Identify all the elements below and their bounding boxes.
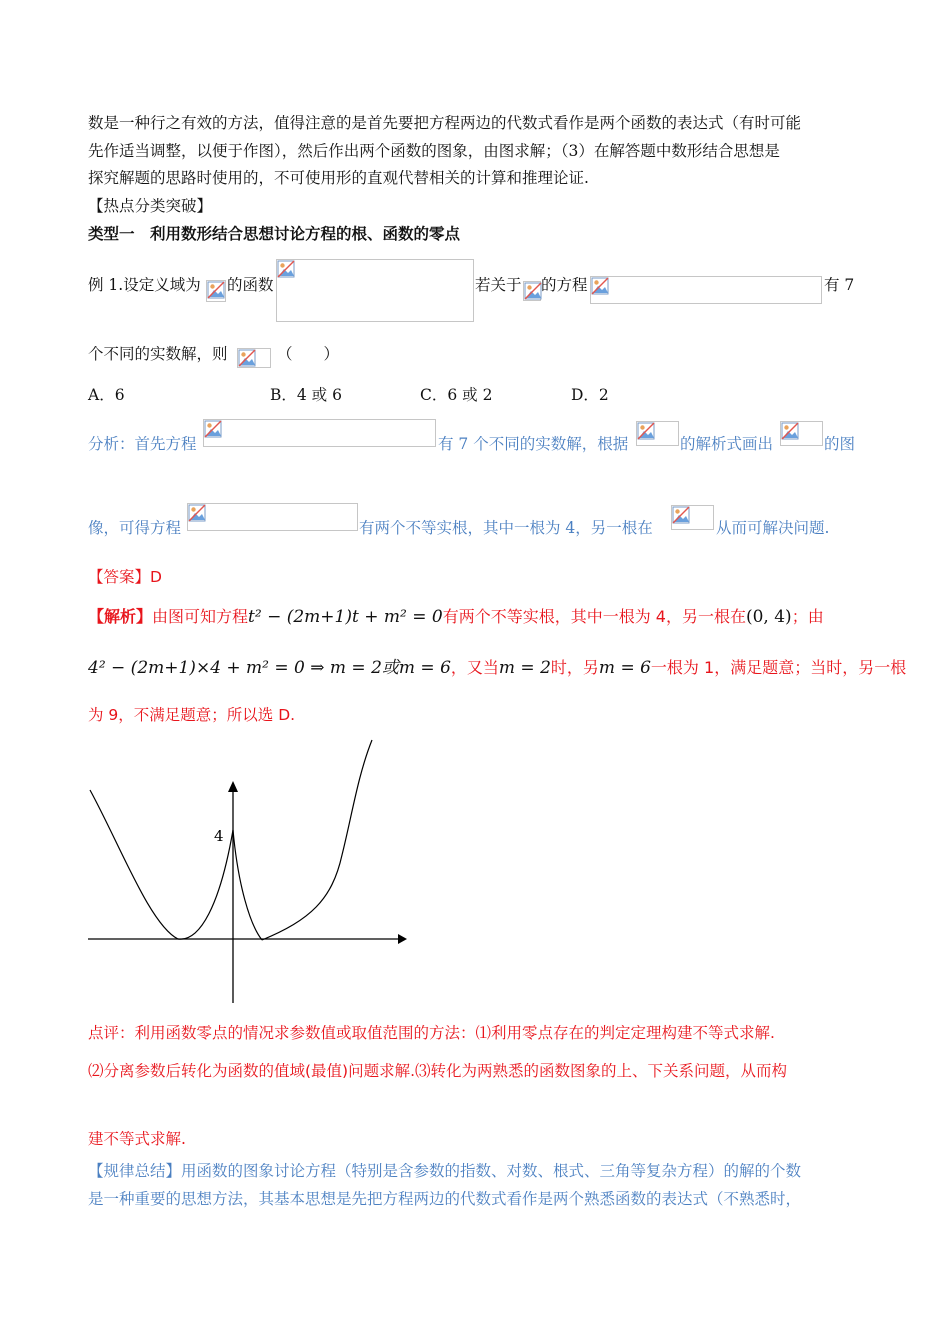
type-heading: 类型一 利用数形结合思想讨论方程的根、函数的零点	[88, 224, 461, 243]
solution-text-1: 由图可知方程	[152, 607, 249, 626]
solution-interval: (0, 4)	[745, 607, 792, 627]
example-text-5: 有 7	[824, 276, 855, 294]
solution-line-3: 为 9，不满足题意；所以选 D.	[88, 706, 296, 724]
solution-equation-1: t² − (2m+1)t + m² = 0	[248, 607, 443, 627]
expression-image	[237, 348, 271, 368]
analysis-equation-image	[203, 419, 436, 447]
broken-image-icon	[238, 349, 256, 367]
broken-image-icon	[204, 420, 222, 438]
curve-left-branch	[90, 790, 233, 939]
analysis-text-6: 有两个不等实根，其中一根为 4，另一根在	[359, 519, 653, 537]
solution-m6: m = 6	[598, 658, 651, 678]
y-axis-arrow	[228, 781, 238, 792]
solution-label: 【解析】	[88, 607, 153, 626]
solution-text-5: 时，另	[550, 658, 599, 677]
solution-text-3: ；由	[791, 607, 824, 626]
analysis-text-7: 从而可解决问题.	[716, 519, 830, 537]
broken-image-icon	[672, 506, 690, 524]
x-axis-arrow	[398, 934, 407, 944]
analysis-interval-image	[671, 505, 714, 530]
analysis-quadratic-image	[187, 503, 358, 531]
variable-image	[523, 281, 541, 301]
analysis-function-image	[636, 421, 679, 446]
example-text-6: 个不同的实数解，则	[88, 345, 228, 363]
curve-cusp-right	[233, 830, 262, 940]
solution-m2: m = 2	[498, 658, 551, 678]
comment-line-1: 点评：利用函数零点的情况求参数值或取值范围的方法：⑴利用零点存在的判定定理构建不等式求解.	[88, 1024, 775, 1042]
broken-image-icon	[188, 504, 206, 522]
choice-d: D．2	[571, 386, 609, 404]
broken-image-icon	[207, 281, 225, 299]
analysis-text-5: 像，可得方程	[88, 519, 182, 537]
function-graph	[80, 735, 420, 1010]
example-text-7: （ ）	[277, 345, 340, 363]
analysis-text-3: 的解析式画出	[680, 435, 774, 453]
analysis-text-1: 分析：首先方程	[88, 435, 197, 453]
example-text-1: 例 1.设定义域为	[88, 276, 201, 294]
intro-line-1: 数是一种行之有效的方法，值得注意的是首先要把方程两边的代数式看作是两个函数的表达式（有时可能	[88, 114, 802, 132]
equation-image	[590, 276, 822, 304]
solution-equation-2: 4² − (2m+1)×4 + m² = 0 ⇒ m = 2或m = 6	[88, 658, 451, 678]
comment-line-3: 建不等式求解.	[88, 1130, 186, 1148]
broken-image-icon	[637, 422, 655, 440]
solution-line-1	[88, 607, 824, 627]
formula-image-placeholder	[206, 280, 226, 302]
curve-right-branch	[262, 740, 372, 940]
answer: 【答案】D	[88, 568, 162, 586]
choice-b: B．4 或 6	[270, 386, 342, 404]
solution-text-4: ，又当	[450, 658, 499, 677]
intro-line-2: 先作适当调整，以便于作图），然后作出两个函数的图象，由图求解；（3）在解答题中数形结合思想是	[88, 142, 780, 160]
comment-line-2: ⑵分离参数后转化为函数的值域(最值)问题求解.⑶转化为两熟悉的函数图象的上、下关系问题，从而构	[88, 1062, 788, 1080]
solution-text-2: 有两个不等实根，其中一根为 4，另一根在	[442, 607, 746, 626]
example-text-4: 的方程	[541, 276, 588, 294]
y-tick-label-4: 4	[214, 827, 224, 845]
summary-line-2: 是一种重要的思想方法，其基本思想是先把方程两边的代数式看作是两个熟悉函数的表达式（不熟悉时，	[88, 1190, 802, 1208]
broken-image-icon	[591, 277, 609, 295]
analysis-graph-image	[780, 421, 823, 446]
broken-image-icon	[781, 422, 799, 440]
broken-image-icon	[524, 282, 542, 300]
function-definition-image	[276, 259, 474, 322]
summary-line-1: 【规律总结】用函数的图象讨论方程（特别是含参数的指数、对数、根式、三角等复杂方程）的解的个数	[88, 1162, 802, 1180]
solution-line-2	[88, 658, 906, 678]
intro-line-3: 探究解题的思路时使用的，不可使用形的直观代替相关的计算和推理论证.	[88, 169, 589, 187]
section-heading: 【热点分类突破】	[88, 197, 213, 215]
solution-text-6: 一根为 1，满足题意；当时，另一根	[650, 658, 907, 677]
choice-c: C．6 或 2	[420, 386, 493, 404]
analysis-text-2: 有 7 个不同的实数解，根据	[438, 435, 629, 453]
example-text-2: 的函数	[227, 276, 274, 294]
broken-image-icon	[277, 260, 295, 278]
choice-a: A．6	[88, 386, 125, 404]
example-text-3: 若关于	[475, 276, 522, 294]
analysis-text-4: 的图	[824, 435, 856, 453]
